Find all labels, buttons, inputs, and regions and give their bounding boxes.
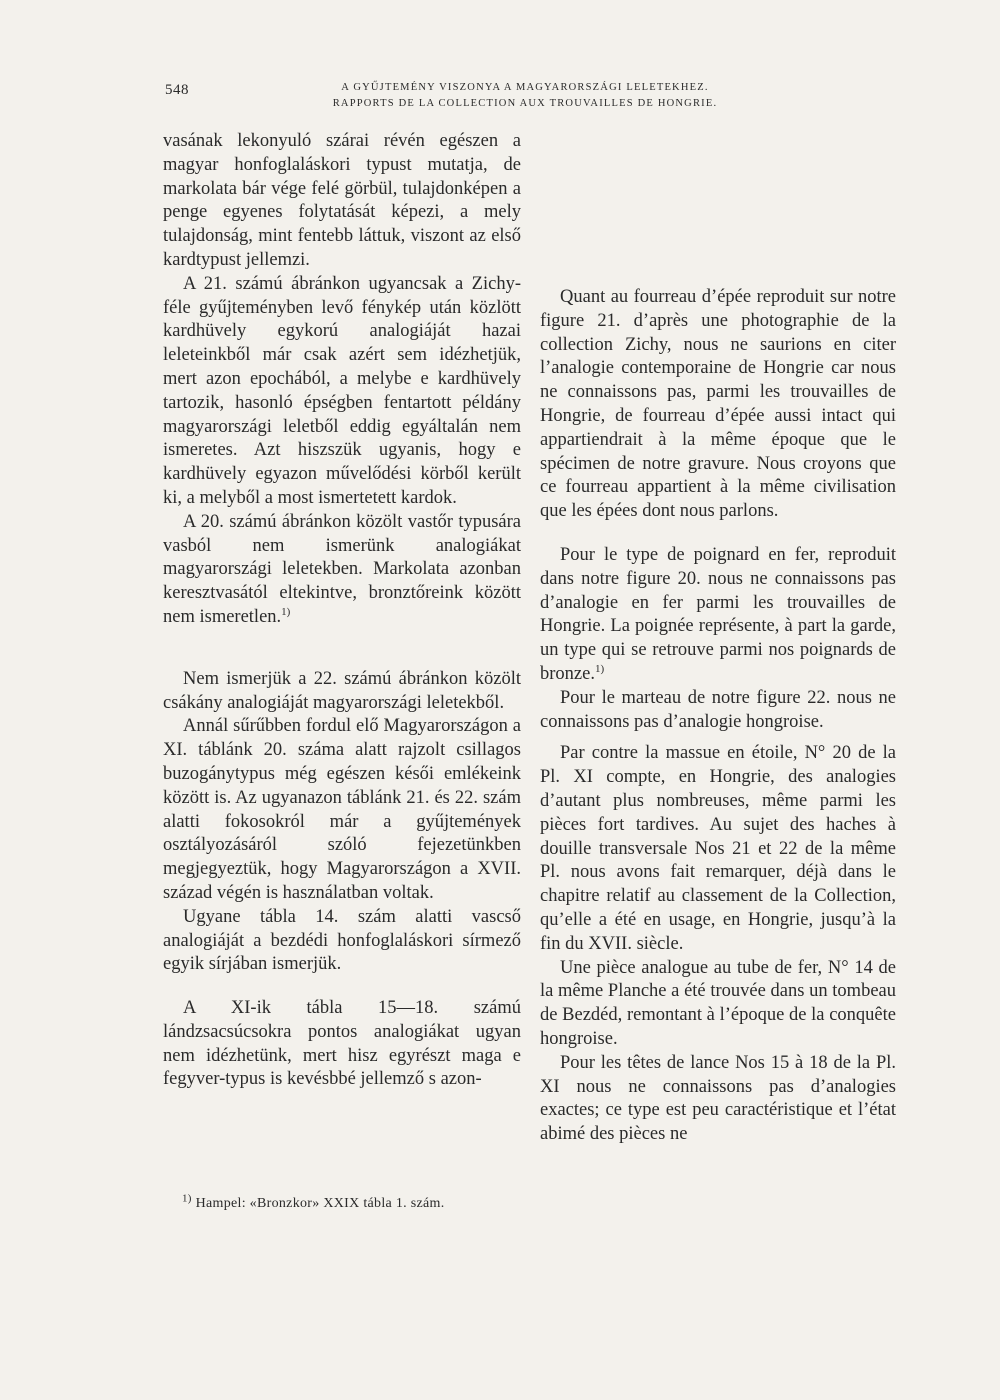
paragraph: A XI-ik tábla 15—18. számú lándzsacsúcsokra pontos analogiákat ugyan nem idézhetünk, mert hisz egyrészt maga e fegyver-typus is kevésbbé jellemző s azon- xyxy=(163,998,521,1090)
paragraph xyxy=(540,544,896,687)
running-head xyxy=(240,80,810,112)
footnote xyxy=(182,1192,445,1212)
paragraph: Ugyane tábla 14. szám alatti vascső analogiáját a bezdédi honfoglaláskori sírmező egyik sírjában ismerjük. xyxy=(163,906,521,975)
french-column xyxy=(540,286,896,1147)
footnote-marker: 1) xyxy=(182,1192,192,1205)
paragraph: Par contre la massue en étoile, N° 20 de la Pl. XI compte, en Hongrie, des analogies d’autant plus nombreuses, même parmi les pièces fort tardives. Au sujet des haches à douille transversale Nos 21 et 22 de la même Pl. nous avons fait remarquer, déjà dans le chapitre relatif au classement de la Collection, qu’elle a été en usage, en Hongrie, jusqu’à la fin du XVII. siècle. xyxy=(540,743,896,954)
paragraph: Quant au fourreau d’épée reproduit sur notre figure 21. d’après une photographie de la collection Zichy, nous ne saurions en citer l’analogie contemporaine de Hongrie car nous ne connaissons pas, parmi les trouvailles de Hongrie, de fourreau d’épée aussi intact qui appartiendrait à la même époque que le spécimen de notre gravure. Nous croyons que ce fourreau appartient à la même civilisation que les épées dont nous parlons. xyxy=(540,287,896,522)
footnote-reference: 1) xyxy=(281,605,291,618)
footnote-text: Hampel: «Bronzkor» XXIX tábla 1. szám. xyxy=(195,1196,445,1211)
footnote-reference: 1) xyxy=(594,662,605,675)
running-head-hungarian: A GYŰJTEMÉNY VISZONYA A MAGYARORSZÁGI LELETEKHEZ. xyxy=(341,82,709,93)
paragraph: Nem ismerjük a 22. számú ábránkon közölt csákány analogiáját magyarországi leletekből. xyxy=(163,668,521,713)
paragraph: Pour les têtes de lance Nos 15 à 18 de la Pl. XI nous ne connaissons pas d’analogies exactes; ce type est peu caractéristique et l’état abimé des pièces ne xyxy=(540,1052,896,1145)
page-number: 548 xyxy=(165,82,189,98)
paragraph: vasának lekonyuló szárai révén egészen a magyar honfoglaláskori typust mutatja, de markolata bár vége felé görbül, tulajdonképen a penge egyenes folytatását képezi, a mely tulajdonság, mint fentebb láttuk, viszont az első kardtypust jellemzi. xyxy=(163,131,521,270)
paragraph: A 21. számú ábránkon ugyancsak a Zichy-féle gyűjteményben levő fénykép után közlött kardhüvely egykorú analogiáját hazai leleteinkből már csak azért sem idézhetjük, mert azon epochából, a melybe e kardhüvely tartozik, hasonló épségben fentartott példány magyarországi leletből eddig egyáltalán nem ismeretes. Azt hiszszük ugyanis, hogy e kardhüvely egyazon művelődési körből került ki, a melyből a most ismertetett kardok. xyxy=(163,273,521,508)
running-head-french: RAPPORTS DE LA COLLECTION AUX TROUVAILLES DE HONGRIE. xyxy=(332,98,718,109)
paragraph-text: A 20. számú ábránkon közölt vastőr typusára vasból nem ismerünk analogiákat magyarországi leletekben. Markolata azonban keresztvasától eltekintve, bronztőreink között nem ismeretlen. xyxy=(163,511,521,627)
paragraph: Une pièce analogue au tube de fer, N° 14 de la même Planche a été trouvée dans un tombeau de Bezdéd, remontant à l’époque de la conquête hongroise. xyxy=(540,957,896,1049)
paragraph-text: Pour le type de poignard en fer, reproduit dans notre figure 20. nous ne connaissons pas d’analogie en fer parmi les trouvailles de Hongrie. La poignée représente, à part la garde, un type qui se retrouve parmi nos poignards de bronze. xyxy=(540,544,896,684)
paragraph: Annál sűrűbben fordul elő Magyarországon a XI. táblánk 20. száma alatt rajzolt csillagos buzogánytypus még egészen késői emlékeink között is. Az ugyanazon táblánk 21. és 22. szám alatti fokosokról már a gyűjtemények osztályozásáról szóló fejezetünkben megjegyeztük, hogy Magyarországon a XVII. század végén is használatban voltak. xyxy=(163,716,521,903)
paragraph: Pour le marteau de notre figure 22. nous ne connaissons pas d’analogie hongroise. xyxy=(540,687,896,732)
hungarian-column xyxy=(163,130,521,1092)
paragraph xyxy=(163,511,521,630)
